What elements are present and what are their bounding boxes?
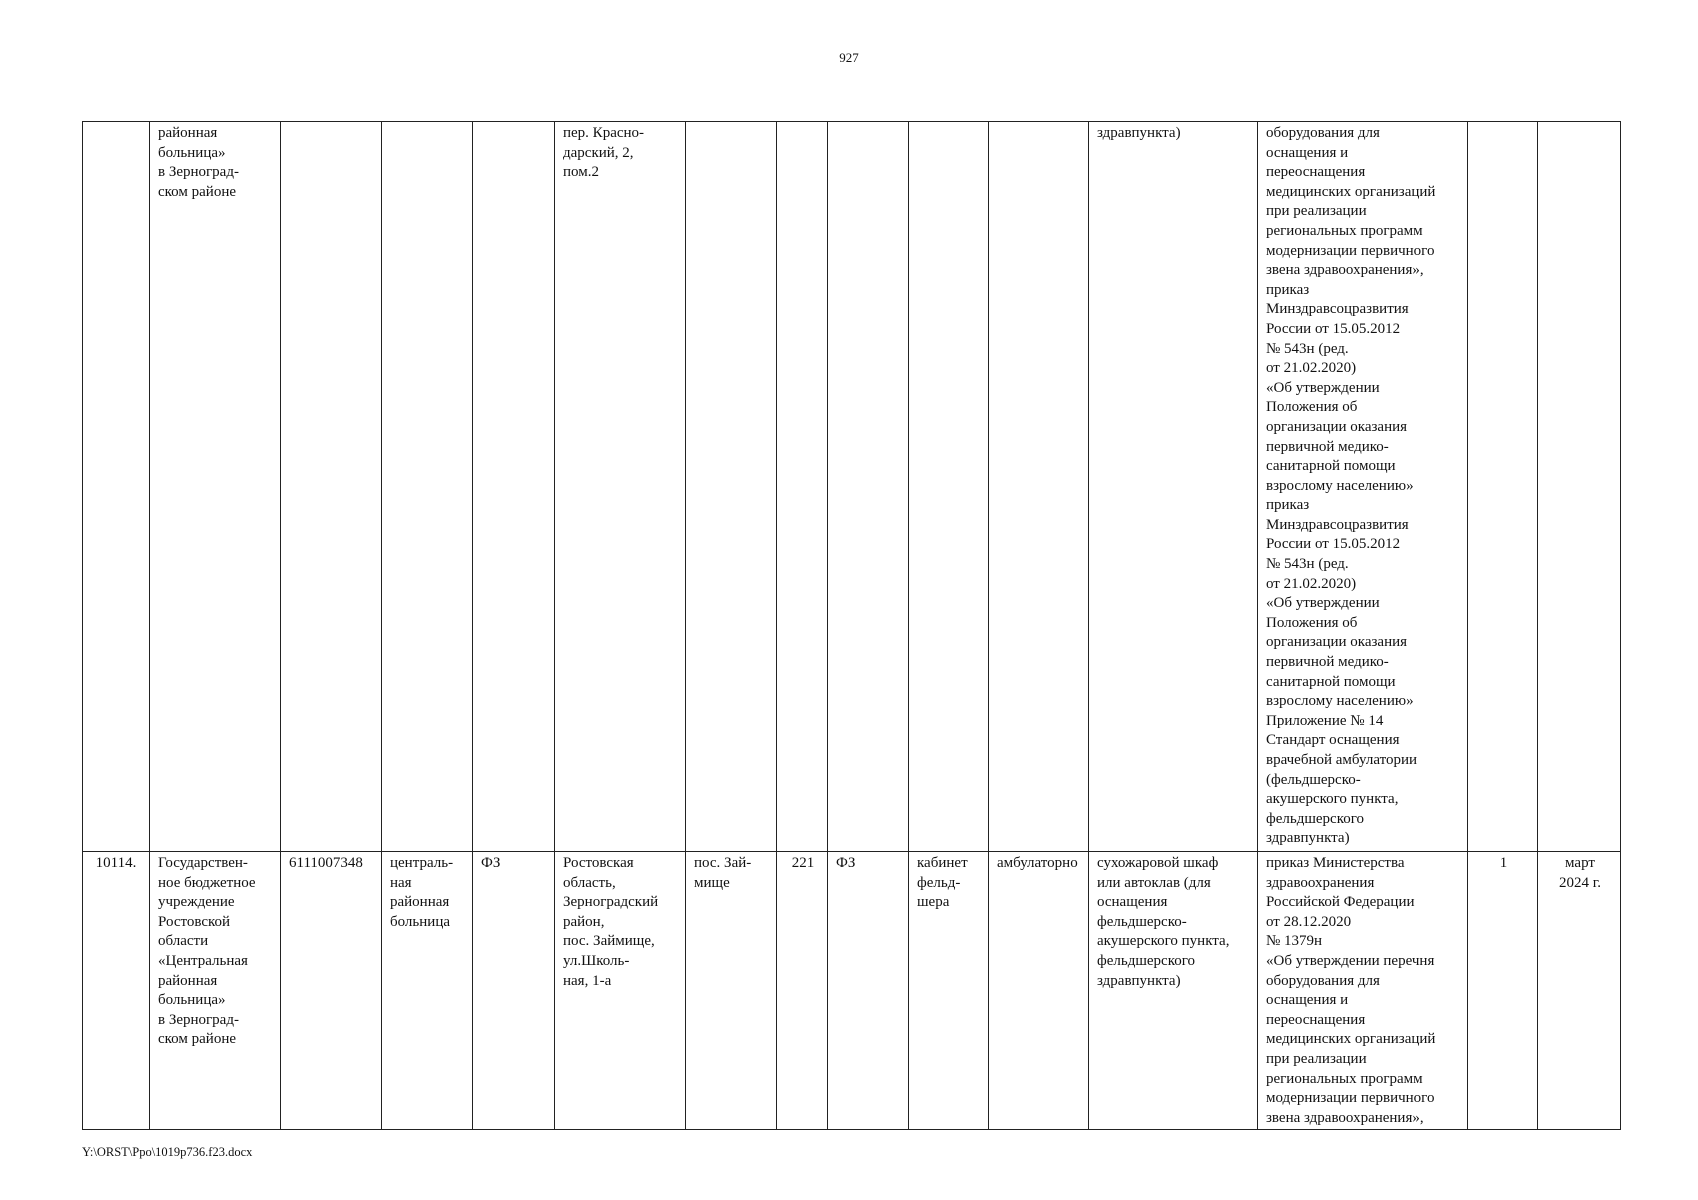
- cell-address: Ростовская область, Зерноградский район, пос. Займище, ул.Школь- ная, 1-а: [555, 852, 686, 1130]
- table-row: [83, 122, 1621, 852]
- table-row: [83, 852, 1621, 1130]
- cell-deadline: март 2024 г.: [1538, 852, 1621, 1130]
- cell-inn: 6111007348: [281, 852, 382, 1130]
- cell-organization-name: Государствен- ное бюджетное учреждение Ростовской области «Центральная районная больница» в Зерноград- ском районе: [150, 852, 281, 1130]
- cell-quantity: [1468, 122, 1538, 852]
- cell-deadline: [1538, 122, 1621, 852]
- cell-inn: [281, 122, 382, 852]
- cell-organization-type: [382, 122, 473, 852]
- cell-care-form: [989, 122, 1089, 852]
- register-table: [82, 121, 1621, 1130]
- cell-organization-name: районная больница» в Зерноград- ском районе: [150, 122, 281, 852]
- page-number: 927: [839, 50, 859, 65]
- cell-unit-type: [828, 122, 909, 852]
- cell-settlement: пос. Зай- мище: [686, 852, 777, 1130]
- cell-regulation: оборудования для оснащения и переоснащения медицинских организаций при реализации региональных программ модернизации первичного звена здравоохранения», приказ Минздравсоцразвития России от 15.05.2012 № 543н (ред. от 21.02.2020) «Об утверждении Положения об организации оказания первичной медико- санитарной помощи взрослому населению» приказ Минздравсоцразвития России от 15.05.2012 № 543н (ред. от 21.02.2020) «Об утверждении Положения об организации оказания первичной медико- санитарной помощи взрослому населению» Приложение № 14 Стандарт оснащения врачебной амбулатории (фельдшерско- акушерского пункта, фельдшерского здравпункта): [1258, 122, 1468, 852]
- cell-equipment: здравпункта): [1089, 122, 1258, 852]
- cell-address: пер. Красно- дарский, 2, пом.2: [555, 122, 686, 852]
- cell-population: [777, 122, 828, 852]
- cell-care-form: амбулаторно: [989, 852, 1089, 1130]
- cell-room: кабинет фельд- шера: [909, 852, 989, 1130]
- cell-number: 10114.: [83, 852, 150, 1130]
- cell-equipment: сухожаровой шкаф или автоклав (для оснащения фельдшерско- акушерского пункта, фельдшерского здравпункта): [1089, 852, 1258, 1130]
- cell-settlement: [686, 122, 777, 852]
- footer-file-path: Y:\ORST\Ppo\1019p736.f23.docx: [82, 1145, 253, 1159]
- cell-program: [473, 122, 555, 852]
- cell-unit-type: ФЗ: [828, 852, 909, 1130]
- cell-population: 221: [777, 852, 828, 1130]
- cell-regulation: приказ Министерства здравоохранения Российской Федерации от 28.12.2020 № 1379н «Об утверждении перечня оборудования для оснащения и переоснащения медицинских организаций при реализации региональных программ модернизации первичного звена здравоохранения»,: [1258, 852, 1468, 1130]
- cell-organization-type: централь- ная районная больница: [382, 852, 473, 1130]
- cell-room: [909, 122, 989, 852]
- cell-quantity: 1: [1468, 852, 1538, 1130]
- cell-number: [83, 122, 150, 852]
- cell-program: ФЗ: [473, 852, 555, 1130]
